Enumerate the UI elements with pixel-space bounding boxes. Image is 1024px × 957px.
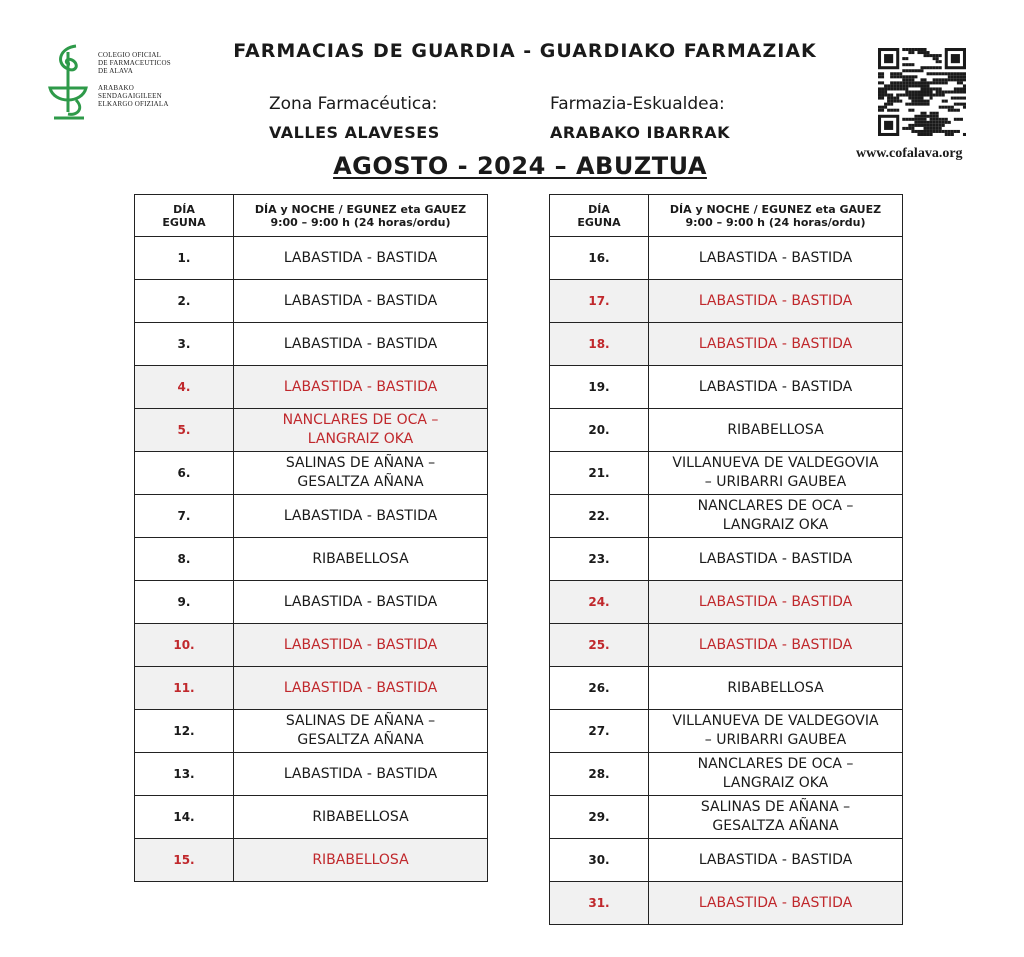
zone-es (269, 94, 440, 142)
table-row (550, 796, 903, 839)
pharmacy-name: SALINAS DE AÑANA – GESALTZA AÑANA (234, 710, 488, 753)
table-header-row (135, 195, 488, 237)
day-number: 31. (550, 882, 649, 925)
duty-table-right (549, 194, 903, 925)
qr-code-icon (878, 48, 966, 136)
table-row (550, 538, 903, 581)
table-row (550, 753, 903, 796)
duty-table-left (134, 194, 488, 882)
day-number: 3. (135, 323, 234, 366)
day-number: 14. (135, 796, 234, 839)
logo-text-es: COLEGIO OFICIAL DE FARMACEUTICOS DE ALAVA (98, 51, 171, 75)
day-number: 6. (135, 452, 234, 495)
day-number: 28. (550, 753, 649, 796)
table-row (135, 495, 488, 538)
zone-es-label: Zona Farmacéutica: (269, 94, 438, 114)
day-number: 24. (550, 581, 649, 624)
table-row (550, 839, 903, 882)
pharmacy-name: NANCLARES DE OCA – LANGRAIZ OKA (649, 495, 903, 538)
table-row (135, 667, 488, 710)
zone-eu-name: ARABAKO IBARRAK (550, 123, 730, 142)
table-row (135, 409, 488, 452)
header-day-eu: EGUNA (162, 215, 206, 229)
website-link[interactable]: www.cofalava.org (856, 146, 963, 161)
zone-es-name: VALLES ALAVESES (269, 123, 440, 142)
table-row (550, 882, 903, 925)
table-row (550, 323, 903, 366)
table-row (135, 280, 488, 323)
pharmacy-name: RIBABELLOSA (234, 796, 488, 839)
header-shift (649, 195, 903, 237)
day-number: 13. (135, 753, 234, 796)
pharmacy-name: LABASTIDA - BASTIDA (234, 366, 488, 409)
pharmacy-name: RIBABELLOSA (649, 667, 903, 710)
pharmacy-name: LABASTIDA - BASTIDA (234, 280, 488, 323)
pharmacy-name: LABASTIDA - BASTIDA (234, 667, 488, 710)
day-number: 12. (135, 710, 234, 753)
table-row (550, 409, 903, 452)
day-number: 23. (550, 538, 649, 581)
pharmacy-name: LABASTIDA - BASTIDA (649, 323, 903, 366)
table-row (135, 624, 488, 667)
day-number: 16. (550, 237, 649, 280)
table-row (550, 624, 903, 667)
pharmacy-name: LABASTIDA - BASTIDA (649, 624, 903, 667)
day-number: 30. (550, 839, 649, 882)
day-number: 4. (135, 366, 234, 409)
table-row (550, 280, 903, 323)
day-number: 2. (135, 280, 234, 323)
day-number: 27. (550, 710, 649, 753)
pharmacy-name: LABASTIDA - BASTIDA (649, 280, 903, 323)
day-number: 8. (135, 538, 234, 581)
logo-text-eu: ARABAKO SENDAGAIGILEEN ELKARGO OFIZIALA (98, 84, 169, 108)
header-shift-hours: 9:00 – 9:00 h (24 horas/ordu) (270, 215, 451, 229)
header-shift-title: DÍA y NOCHE / EGUNEZ eta GAUEZ (669, 202, 882, 216)
day-number: 7. (135, 495, 234, 538)
day-number: 17. (550, 280, 649, 323)
month-title: AGOSTO - 2024 – ABUZTUA (333, 152, 707, 180)
table-row (135, 366, 488, 409)
pharmacy-name: LABASTIDA - BASTIDA (234, 624, 488, 667)
pharmacy-name: SALINAS DE AÑANA – GESALTZA AÑANA (649, 796, 903, 839)
day-number: 10. (135, 624, 234, 667)
pharmacy-name: RIBABELLOSA (234, 839, 488, 882)
table-row (135, 839, 488, 882)
zone-eu (550, 94, 730, 142)
table-row (135, 237, 488, 280)
pharmacy-name: NANCLARES DE OCA – LANGRAIZ OKA (234, 409, 488, 452)
header-day-es: DÍA (173, 202, 195, 216)
pharmacy-name: LABASTIDA - BASTIDA (234, 581, 488, 624)
day-number: 15. (135, 839, 234, 882)
bowl-of-hygieia-icon (46, 42, 94, 122)
pharmacy-name: LABASTIDA - BASTIDA (234, 753, 488, 796)
table-row (135, 796, 488, 839)
table-row (135, 452, 488, 495)
pharmacy-name: VILLANUEVA DE VALDEGOVIA – URIBARRI GAUBEA (649, 710, 903, 753)
pharmacy-name: LABASTIDA - BASTIDA (649, 581, 903, 624)
day-number: 5. (135, 409, 234, 452)
header-shift (234, 195, 488, 237)
table-row (550, 452, 903, 495)
day-number: 11. (135, 667, 234, 710)
day-number: 21. (550, 452, 649, 495)
zone-eu-label: Farmazia-Eskualdea: (550, 94, 725, 114)
pharmacy-name: LABASTIDA - BASTIDA (649, 538, 903, 581)
header-shift-hours: 9:00 – 9:00 h (24 horas/ordu) (685, 215, 866, 229)
day-number: 20. (550, 409, 649, 452)
day-number: 26. (550, 667, 649, 710)
pharmacy-name: SALINAS DE AÑANA – GESALTZA AÑANA (234, 452, 488, 495)
pharmacy-name: LABASTIDA - BASTIDA (234, 237, 488, 280)
table-row (550, 581, 903, 624)
day-number: 19. (550, 366, 649, 409)
day-number: 18. (550, 323, 649, 366)
table-row (135, 323, 488, 366)
header-day (550, 195, 649, 237)
pharmacy-name: RIBABELLOSA (234, 538, 488, 581)
pharmacy-name: LABASTIDA - BASTIDA (234, 323, 488, 366)
table-row (550, 710, 903, 753)
day-number: 1. (135, 237, 234, 280)
table-row (550, 495, 903, 538)
header-shift-title: DÍA y NOCHE / EGUNEZ eta GAUEZ (254, 202, 467, 216)
pharmacy-name: NANCLARES DE OCA – LANGRAIZ OKA (649, 753, 903, 796)
page-title: FARMACIAS DE GUARDIA - GUARDIAKO FARMAZIAK (233, 40, 817, 62)
table-row (550, 667, 903, 710)
pharmacy-name: LABASTIDA - BASTIDA (234, 495, 488, 538)
table-row (550, 237, 903, 280)
day-number: 22. (550, 495, 649, 538)
table-row (135, 581, 488, 624)
pharmacy-name: LABASTIDA - BASTIDA (649, 882, 903, 925)
table-header-row (550, 195, 903, 237)
table-row (135, 538, 488, 581)
pharmacy-name: LABASTIDA - BASTIDA (649, 237, 903, 280)
day-number: 29. (550, 796, 649, 839)
day-number: 9. (135, 581, 234, 624)
pharmacy-name: LABASTIDA - BASTIDA (649, 366, 903, 409)
pharmacy-name: RIBABELLOSA (649, 409, 903, 452)
pharmacy-name: VILLANUEVA DE VALDEGOVIA – URIBARRI GAUBEA (649, 452, 903, 495)
day-number: 25. (550, 624, 649, 667)
table-row (135, 710, 488, 753)
header-day (135, 195, 234, 237)
table-row (135, 753, 488, 796)
header-day-eu: EGUNA (577, 215, 621, 229)
pharmacy-name: LABASTIDA - BASTIDA (649, 839, 903, 882)
table-row (550, 366, 903, 409)
header-day-es: DÍA (588, 202, 610, 216)
college-logo (46, 42, 196, 122)
